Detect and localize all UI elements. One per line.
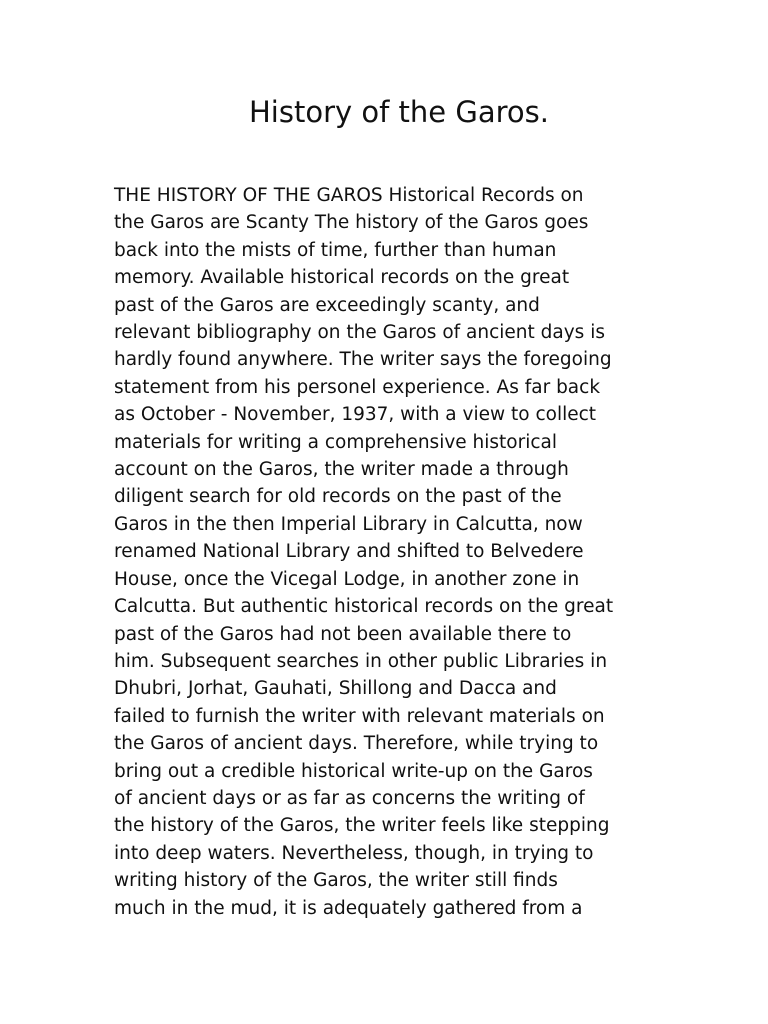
body-line: as October - November, 1937, with a view to collect [114,404,597,426]
body-line: Calcutta. But authentic historical records on the great [114,596,614,618]
body-line: the Garos are Scanty The history of the Garos goes [114,212,589,234]
body-line: Garos in the then Imperial Library in Calcutta, now [114,513,583,535]
body-line: back into the mists of time, further than human [114,239,557,261]
body-line: much in the mud, it is adequately gathered from a [114,897,583,919]
body-line: him. Subsequent searches in other public Libraries in [114,650,608,672]
body-line: Dhubri, Jorhat, Gauhati, Shillong and Dacca and [114,678,557,700]
body-line: into deep waters. Nevertheless, though, in trying to [114,842,594,864]
body-line: writing history of the Garos, the writer still finds [114,870,558,892]
body-line: statement from his personel experience. As far back [114,376,601,398]
body-line: hardly found anywhere. The writer says the foregoing [114,349,612,371]
body-line: diligent search for old records on the past of the [114,486,562,508]
body-line: renamed National Library and shifted to Belvedere [114,541,584,563]
document-title: History of the Garos. [249,95,549,129]
body-line: bring out a credible historical write-up on the Garos [114,760,593,782]
body-line: relevant bibliography on the Garos of ancient days is [114,322,605,344]
body-line: failed to furnish the writer with relevant materials on [114,705,605,727]
document-body [114,182,674,922]
body-line: account on the Garos, the writer made a through [114,459,569,481]
body-line: THE HISTORY OF THE GAROS Historical Records on [114,185,584,206]
body-line: past of the Garos are exceedingly scanty, and [114,294,540,316]
body-line: House, once the Vicegal Lodge, in another zone in [114,568,580,590]
body-line: past of the Garos had not been available there to [114,623,572,645]
body-line: of ancient days or as far as concerns the writing of [114,787,585,809]
body-line: the Garos of ancient days. Therefore, while trying to [114,733,599,755]
body-line: memory. Available historical records on the great [114,267,570,289]
body-line: the history of the Garos, the writer feels like stepping [114,815,610,837]
body-line: materials for writing a comprehensive historical [114,431,558,453]
